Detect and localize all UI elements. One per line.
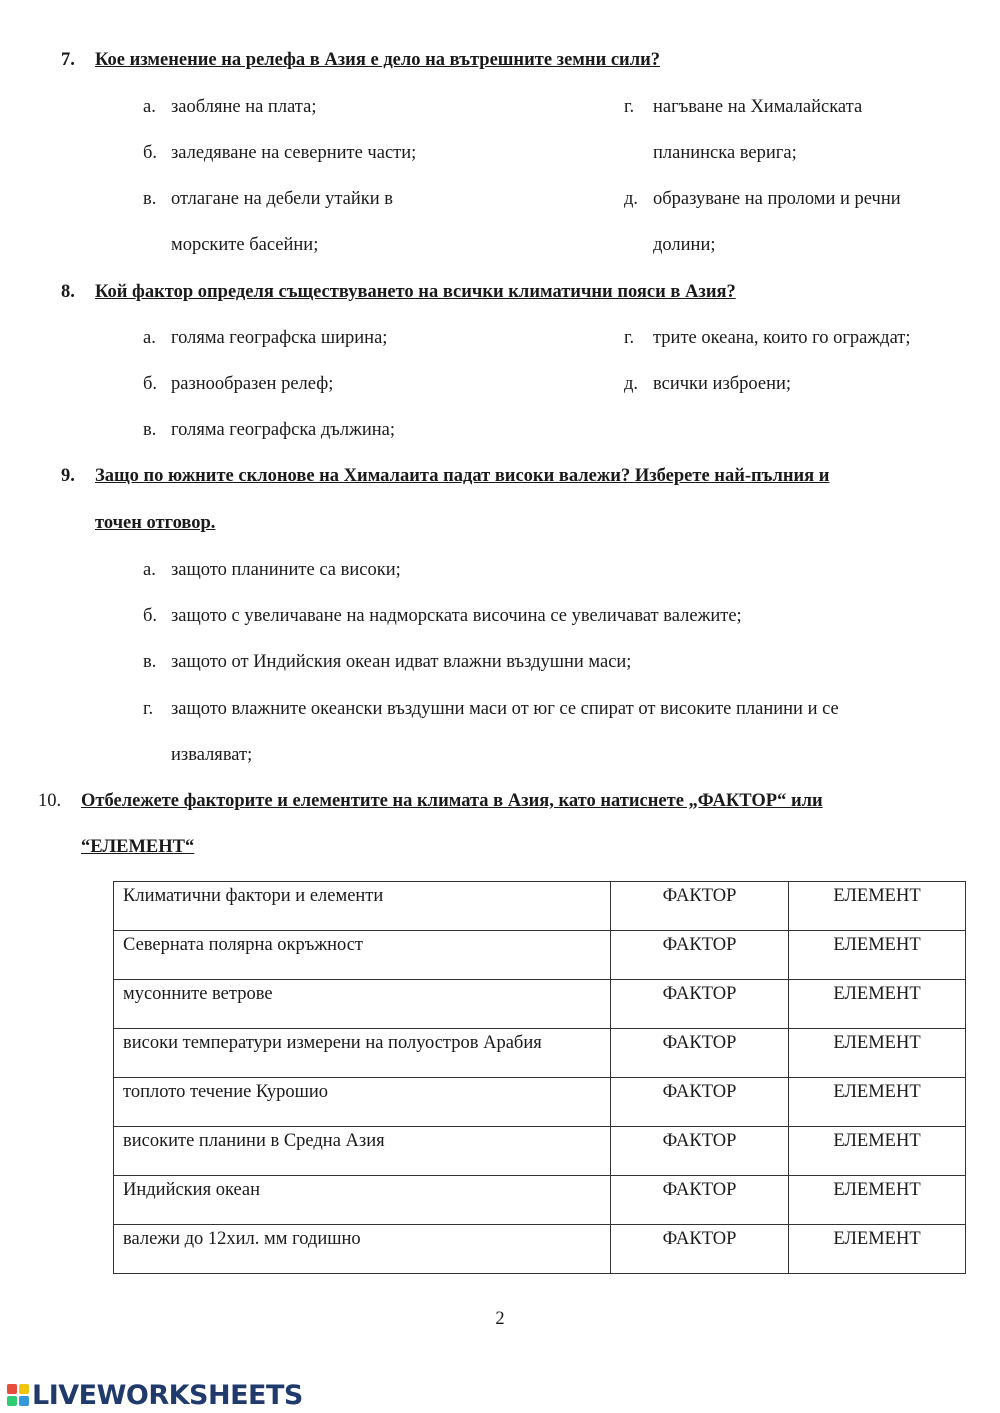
factor-button[interactable]: ФАКТОР — [611, 1225, 789, 1274]
row-label: мусонните ветрове — [114, 980, 611, 1029]
row-label: топлото течение Курошио — [114, 1078, 611, 1127]
q8-option-a-text: голяма географска ширина; — [171, 328, 388, 348]
logo-block — [7, 1384, 17, 1394]
question-8-text: Кой фактор определя съществуването на всички климатични пояси в Азия? — [95, 282, 736, 302]
q7-option-c-letter: в. — [143, 189, 157, 209]
table-row — [114, 1029, 966, 1078]
logo-block — [19, 1396, 29, 1406]
q9-option-a-letter: а. — [143, 560, 156, 580]
q8-option-e-letter: д. — [624, 374, 639, 394]
q7-option-b-text: заледяване на северните части; — [171, 143, 417, 163]
page-number: 2 — [495, 1309, 505, 1329]
table-header-factor: ФАКТОР — [611, 882, 789, 931]
factor-button[interactable]: ФАКТОР — [611, 980, 789, 1029]
q7-option-d-text-line2: планинска верига; — [653, 143, 797, 163]
factor-button[interactable]: ФАКТОР — [611, 1176, 789, 1225]
table-row — [114, 1225, 966, 1274]
q8-option-c-text: голяма географска дължина; — [171, 420, 396, 440]
q8-option-a-letter: а. — [143, 328, 156, 348]
q7-option-a-letter: а. — [143, 97, 156, 117]
table-header-label: Климатични фактори и елементи — [114, 882, 611, 931]
q9-option-c-letter: в. — [143, 652, 157, 672]
q9-option-b-letter: б. — [143, 606, 158, 626]
q8-option-b-letter: б. — [143, 374, 158, 394]
climate-factors-table — [113, 881, 966, 1274]
row-label: Северната полярна окръжност — [114, 931, 611, 980]
q7-option-c-text-line1: отлагане на дебели утайки в — [171, 189, 394, 209]
logo-block — [19, 1384, 29, 1394]
q9-option-a-text: защото планините са високи; — [171, 560, 401, 580]
q8-option-b-text: разнообразен релеф; — [171, 374, 334, 394]
q8-option-d-text: трите океана, които го ограждат; — [653, 328, 911, 348]
q9-option-c-text: защото от Индийския океан идват влажни въздушни маси; — [171, 652, 632, 672]
element-button[interactable]: ЕЛЕМЕНТ — [789, 931, 966, 980]
element-button[interactable]: ЕЛЕМЕНТ — [789, 1078, 966, 1127]
q9-option-d-text-line2: изваляват; — [171, 745, 253, 765]
table-row — [114, 1127, 966, 1176]
q8-option-c-letter: в. — [143, 420, 157, 440]
table-header-row — [114, 882, 966, 931]
q8-option-d-letter: г. — [624, 328, 635, 348]
question-9-text-line1: Защо по южните склонове на Хималаита падат високи валежи? Изберете най-пълния и — [95, 466, 830, 486]
element-button[interactable]: ЕЛЕМЕНТ — [789, 1029, 966, 1078]
table-row — [114, 1078, 966, 1127]
logo-text: LIVEWORKSHEETS — [32, 1379, 303, 1411]
logo-block — [7, 1396, 17, 1406]
row-label: високи температури измерени на полуостров Арабия — [114, 1029, 611, 1078]
q7-option-b-letter: б. — [143, 143, 158, 163]
question-9-number: 9. — [61, 466, 75, 486]
question-7-number: 7. — [61, 50, 75, 70]
q7-option-e-text-line1: образуване на проломи и речни — [653, 189, 901, 209]
row-label: високите планини в Средна Азия — [114, 1127, 611, 1176]
table-header-element: ЕЛЕМЕНТ — [789, 882, 966, 931]
factor-button[interactable]: ФАКТОР — [611, 1127, 789, 1176]
question-10-text-line2: “ЕЛЕМЕНТ“ — [81, 837, 195, 857]
q9-option-d-text-line1: защото влажните океански въздушни маси от юг се спират от високите планини и се — [171, 699, 839, 719]
element-button[interactable]: ЕЛЕМЕНТ — [789, 980, 966, 1029]
q7-option-a-text: заобляне на плата; — [171, 97, 317, 117]
question-10-text-line1: Отбележете факторите и елементите на климата в Азия, като натиснете „ФАКТОР“ или — [81, 791, 823, 811]
q7-option-e-letter: д. — [624, 189, 639, 209]
q7-option-c-text-line2: морските басейни; — [171, 235, 319, 255]
factor-button[interactable]: ФАКТОР — [611, 931, 789, 980]
element-button[interactable]: ЕЛЕМЕНТ — [789, 1225, 966, 1274]
question-9-text-line2: точен отговор. — [95, 513, 216, 533]
liveworksheets-logo[interactable] — [6, 1378, 303, 1412]
q7-option-d-letter: г. — [624, 97, 635, 117]
row-label: валежи до 12хил. мм годишно — [114, 1225, 611, 1274]
logo-blocks-icon — [6, 1383, 30, 1407]
element-button[interactable]: ЕЛЕМЕНТ — [789, 1176, 966, 1225]
table-row — [114, 980, 966, 1029]
question-7-text: Кое изменение на релефа в Азия е дело на вътрешните земни сили? — [95, 50, 661, 70]
factor-button[interactable]: ФАКТОР — [611, 1029, 789, 1078]
table-row — [114, 931, 966, 980]
q7-option-e-text-line2: долини; — [653, 235, 716, 255]
element-button[interactable]: ЕЛЕМЕНТ — [789, 1127, 966, 1176]
q9-option-b-text: защото с увеличаване на надморската височина се увеличават валежите; — [171, 606, 742, 626]
q9-option-d-letter: г. — [143, 699, 154, 719]
question-10-number: 10. — [38, 791, 62, 811]
row-label: Индийския океан — [114, 1176, 611, 1225]
q7-option-d-text-line1: нагъване на Хималайската — [653, 97, 863, 117]
factor-button[interactable]: ФАКТОР — [611, 1078, 789, 1127]
question-8-number: 8. — [61, 282, 75, 302]
q8-option-e-text: всички изброени; — [653, 374, 792, 394]
table-row — [114, 1176, 966, 1225]
